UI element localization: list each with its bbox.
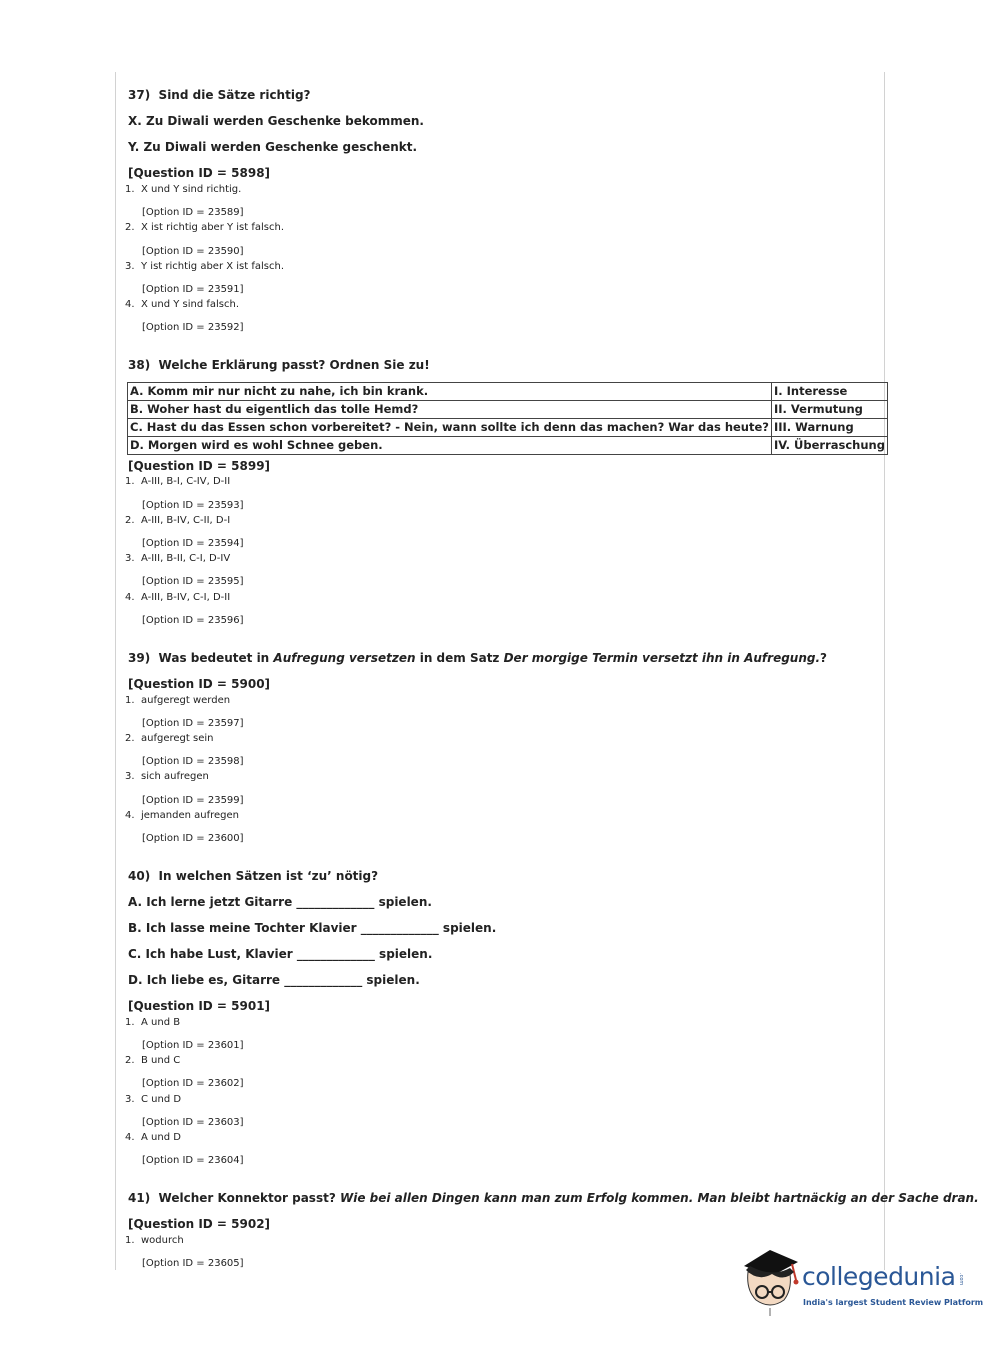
option-number: 2. xyxy=(125,733,135,744)
option-number: 3. xyxy=(125,553,135,564)
question-37-title: 37) Sind die Sätze richtig? xyxy=(128,88,311,102)
question-40-title: 40) In welchen Sätzen ist ‘zu’ nötig? xyxy=(128,869,379,883)
option-id: [Option ID = 23591] xyxy=(142,284,244,295)
logo-suffix: .com xyxy=(958,1273,964,1286)
option-number: 3. xyxy=(125,771,135,782)
option-number: 4. xyxy=(125,299,135,310)
option-id: [Option ID = 23603] xyxy=(142,1117,244,1128)
option-number: 1. xyxy=(125,1017,135,1028)
option-number: 1. xyxy=(125,184,135,195)
question-37-option-4[interactable]: X und Y sind falsch. xyxy=(141,299,240,310)
table-cell-statement: C. Hast du das Essen schon vorbereitet? - Nein, wann sollte ich denn das machen? War das heute? xyxy=(128,419,772,437)
option-id: [Option ID = 23593] xyxy=(142,500,244,511)
question-41-title: 41) Welcher Konnektor passt? Wie bei allen Dingen kann man zum Erfolg kommen. Man bleibt hartnäckig an der Sache dran. xyxy=(128,1191,979,1205)
question-40-option-3[interactable]: C und D xyxy=(141,1094,182,1105)
question-40-statement-d: D. Ich liebe es, Gitarre _____________ spielen. xyxy=(128,973,420,987)
question-37-statement-x: X. Zu Diwali werden Geschenke bekommen. xyxy=(128,114,424,128)
table-cell-statement: A. Komm mir nur nicht zu nahe, ich bin krank. xyxy=(128,383,772,401)
question-40-option-2[interactable]: B und C xyxy=(141,1055,181,1066)
question-38-title: 38) Welche Erklärung passt? Ordnen Sie zu! xyxy=(128,358,430,372)
table-cell-category: III. Warnung xyxy=(771,419,887,437)
question-40-option-4[interactable]: A und D xyxy=(141,1132,181,1143)
option-number: 4. xyxy=(125,1132,135,1143)
table-cell-statement: D. Morgen wird es wohl Schnee geben. xyxy=(128,437,772,455)
question-39-option-1[interactable]: aufgeregt werden xyxy=(141,695,231,706)
table-cell-category: II. Vermutung xyxy=(771,401,887,419)
option-id: [Option ID = 23601] xyxy=(142,1040,244,1051)
question-38-option-4[interactable]: A-III, B-IV, C-I, D-II xyxy=(141,592,231,603)
question-38-option-3[interactable]: A-III, B-II, C-I, D-IV xyxy=(141,553,231,564)
question-37-statement-y: Y. Zu Diwali werden Geschenke geschenkt. xyxy=(128,140,418,154)
option-id: [Option ID = 23592] xyxy=(142,322,244,333)
option-number: 2. xyxy=(125,222,135,233)
table-row xyxy=(128,437,888,455)
question-37-option-3[interactable]: Y ist richtig aber X ist falsch. xyxy=(141,261,285,272)
question-38-id: [Question ID = 5899] xyxy=(128,459,271,473)
option-number: 3. xyxy=(125,1094,135,1105)
question-40-statement-c: C. Ich habe Lust, Klavier _____________ spielen. xyxy=(128,947,433,961)
option-number: 1. xyxy=(125,476,135,487)
option-id: [Option ID = 23598] xyxy=(142,756,244,767)
option-number: 2. xyxy=(125,515,135,526)
matching-table xyxy=(127,382,888,455)
question-37-id: [Question ID = 5898] xyxy=(128,166,271,180)
logo-wordmark[interactable]: collegedunia xyxy=(802,1262,956,1291)
option-id: [Option ID = 23590] xyxy=(142,246,244,257)
option-id: [Option ID = 23599] xyxy=(142,795,244,806)
option-number: 4. xyxy=(125,592,135,603)
question-38-option-1[interactable]: A-III, B-I, C-IV, D-II xyxy=(141,476,231,487)
option-id: [Option ID = 23600] xyxy=(142,833,244,844)
question-39-option-4[interactable]: jemanden aufregen xyxy=(141,810,240,821)
option-id: [Option ID = 23595] xyxy=(142,576,244,587)
option-id: [Option ID = 23589] xyxy=(142,207,244,218)
question-37-option-2[interactable]: X ist richtig aber Y ist falsch. xyxy=(141,222,285,233)
option-number: 1. xyxy=(125,1235,135,1246)
table-cell-category: IV. Überraschung xyxy=(771,437,887,455)
question-41-option-1[interactable]: wodurch xyxy=(141,1235,184,1246)
question-40-statement-b: B. Ich lasse meine Tochter Klavier _____________ spielen. xyxy=(128,921,497,935)
option-number: 3. xyxy=(125,261,135,272)
question-40-option-1[interactable]: A und B xyxy=(141,1017,181,1028)
table-row xyxy=(128,401,888,419)
logo-tagline: India's largest Student Review Platform xyxy=(803,1298,984,1307)
question-41-id: [Question ID = 5902] xyxy=(128,1217,271,1231)
question-39-option-2[interactable]: aufgeregt sein xyxy=(141,733,214,744)
option-number: 4. xyxy=(125,810,135,821)
question-39-id: [Question ID = 5900] xyxy=(128,677,271,691)
question-39-option-3[interactable]: sich aufregen xyxy=(141,771,209,782)
table-cell-category: I. Interesse xyxy=(771,383,887,401)
option-id: [Option ID = 23602] xyxy=(142,1078,244,1089)
table-cell-statement: B. Woher hast du eigentlich das tolle Hemd? xyxy=(128,401,772,419)
option-number: 1. xyxy=(125,695,135,706)
question-39-title: 39) Was bedeutet in Aufregung versetzen in dem Satz Der morgige Termin versetzt ihn in Aufregung.? xyxy=(128,651,828,665)
question-37-option-1[interactable]: X und Y sind richtig. xyxy=(141,184,242,195)
table-row xyxy=(128,419,888,437)
question-40-id: [Question ID = 5901] xyxy=(128,999,271,1013)
table-row xyxy=(128,383,888,401)
option-id: [Option ID = 23597] xyxy=(142,718,244,729)
question-40-statement-a: A. Ich lerne jetzt Gitarre _____________ spielen. xyxy=(128,895,432,909)
question-38-option-2[interactable]: A-III, B-IV, C-II, D-I xyxy=(141,515,231,526)
option-id: [Option ID = 23596] xyxy=(142,615,244,626)
option-id: [Option ID = 23604] xyxy=(142,1155,244,1166)
option-id: [Option ID = 23594] xyxy=(142,538,244,549)
option-id: [Option ID = 23605] xyxy=(142,1258,244,1269)
option-number: 2. xyxy=(125,1055,135,1066)
